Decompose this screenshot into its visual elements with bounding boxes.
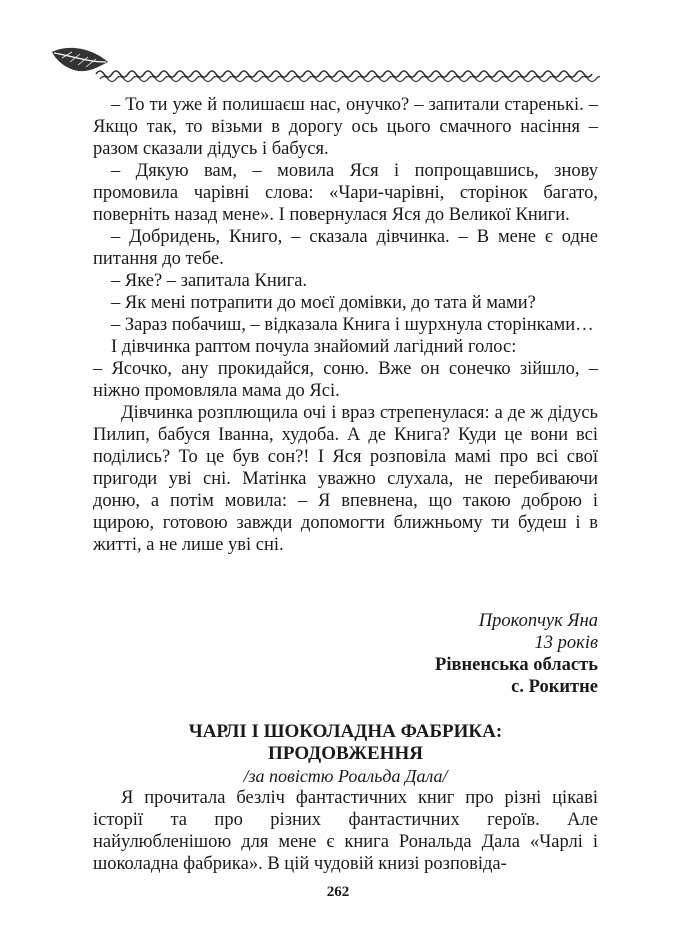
paragraph: – Як мені потрапити до моєї домівки, до тата й мами? — [111, 293, 536, 313]
paragraph: – То ти уже й полишаєш нас, онучко? – запитали старенькі. – Якщо так, то візьми в дорогу ось цього смачного насіння – разом сказали дідусь і бабуся. — [93, 95, 598, 159]
paragraph: – Ясочко, ану прокидайся, соню. Вже он сонечко зійшло, – ніжно промовляла мама до Ясі. — [93, 359, 598, 401]
story-title-line2: ПРОДОВЖЕННЯ — [268, 743, 423, 764]
story-subtitle: /за повістю Роальда Дала/ — [243, 766, 448, 786]
feather-wave-icon — [48, 40, 600, 88]
paragraph: – Дякую вам, – мовила Яся і попрощавшись, знову промовила чарівні слова: «Чари-чарівні, сторінок багато, поверніть назад мене». І повернулася Яся до Великої Книги. — [93, 161, 598, 225]
paragraph: Дівчинка розплющила очі і враз стрепенулася: а де ж дідусь Пилип, бабуся Іванна, худоба. А де Книга? Куди це вони всі поділись? То це був сон?! І Яся розповіла мамі про всі свої пригоди уві сні. Матінка уважно слухала, не перебиваючи доню, а потім мовила: – Я впевнена, що такою доброю і щирою, готовою завжди допомогти ближньому ти будеш і в житті, а не лише уві сні. — [93, 403, 598, 555]
author-signature — [93, 610, 598, 698]
paragraph: – Добридень, Книго, – сказала дівчинка. – В мене є одне питання до тебе. — [93, 227, 598, 269]
author-region: Рівненська область — [435, 655, 598, 675]
story-title — [93, 721, 598, 765]
next-story-body — [93, 787, 598, 875]
story-body — [93, 94, 598, 556]
author-name: Прокопчук Яна — [478, 611, 598, 631]
paragraph: Я прочитала безліч фантастичних книг про різні цікаві історії та про різних фантастичних героїв. Але найулюбленішою для мене є книга Рональда Дала «Чарлі і шоколадна фабрика». В цій чудовій книзі розповіда- — [93, 788, 598, 874]
story-title-line1: ЧАРЛІ І ШОКОЛАДНА ФАБРИКА: — [188, 721, 503, 742]
author-village: с. Рокитне — [511, 677, 598, 697]
author-age: 13 років — [534, 633, 598, 653]
paragraph: І дівчинка раптом почула знайомий лагідний голос: — [111, 337, 517, 357]
paragraph: – Зараз побачиш, – відказала Книга і шурхнула сторінками… — [111, 315, 594, 335]
page-number: 262 — [326, 884, 350, 900]
paragraph: – Яке? – запитала Книга. — [111, 271, 308, 291]
